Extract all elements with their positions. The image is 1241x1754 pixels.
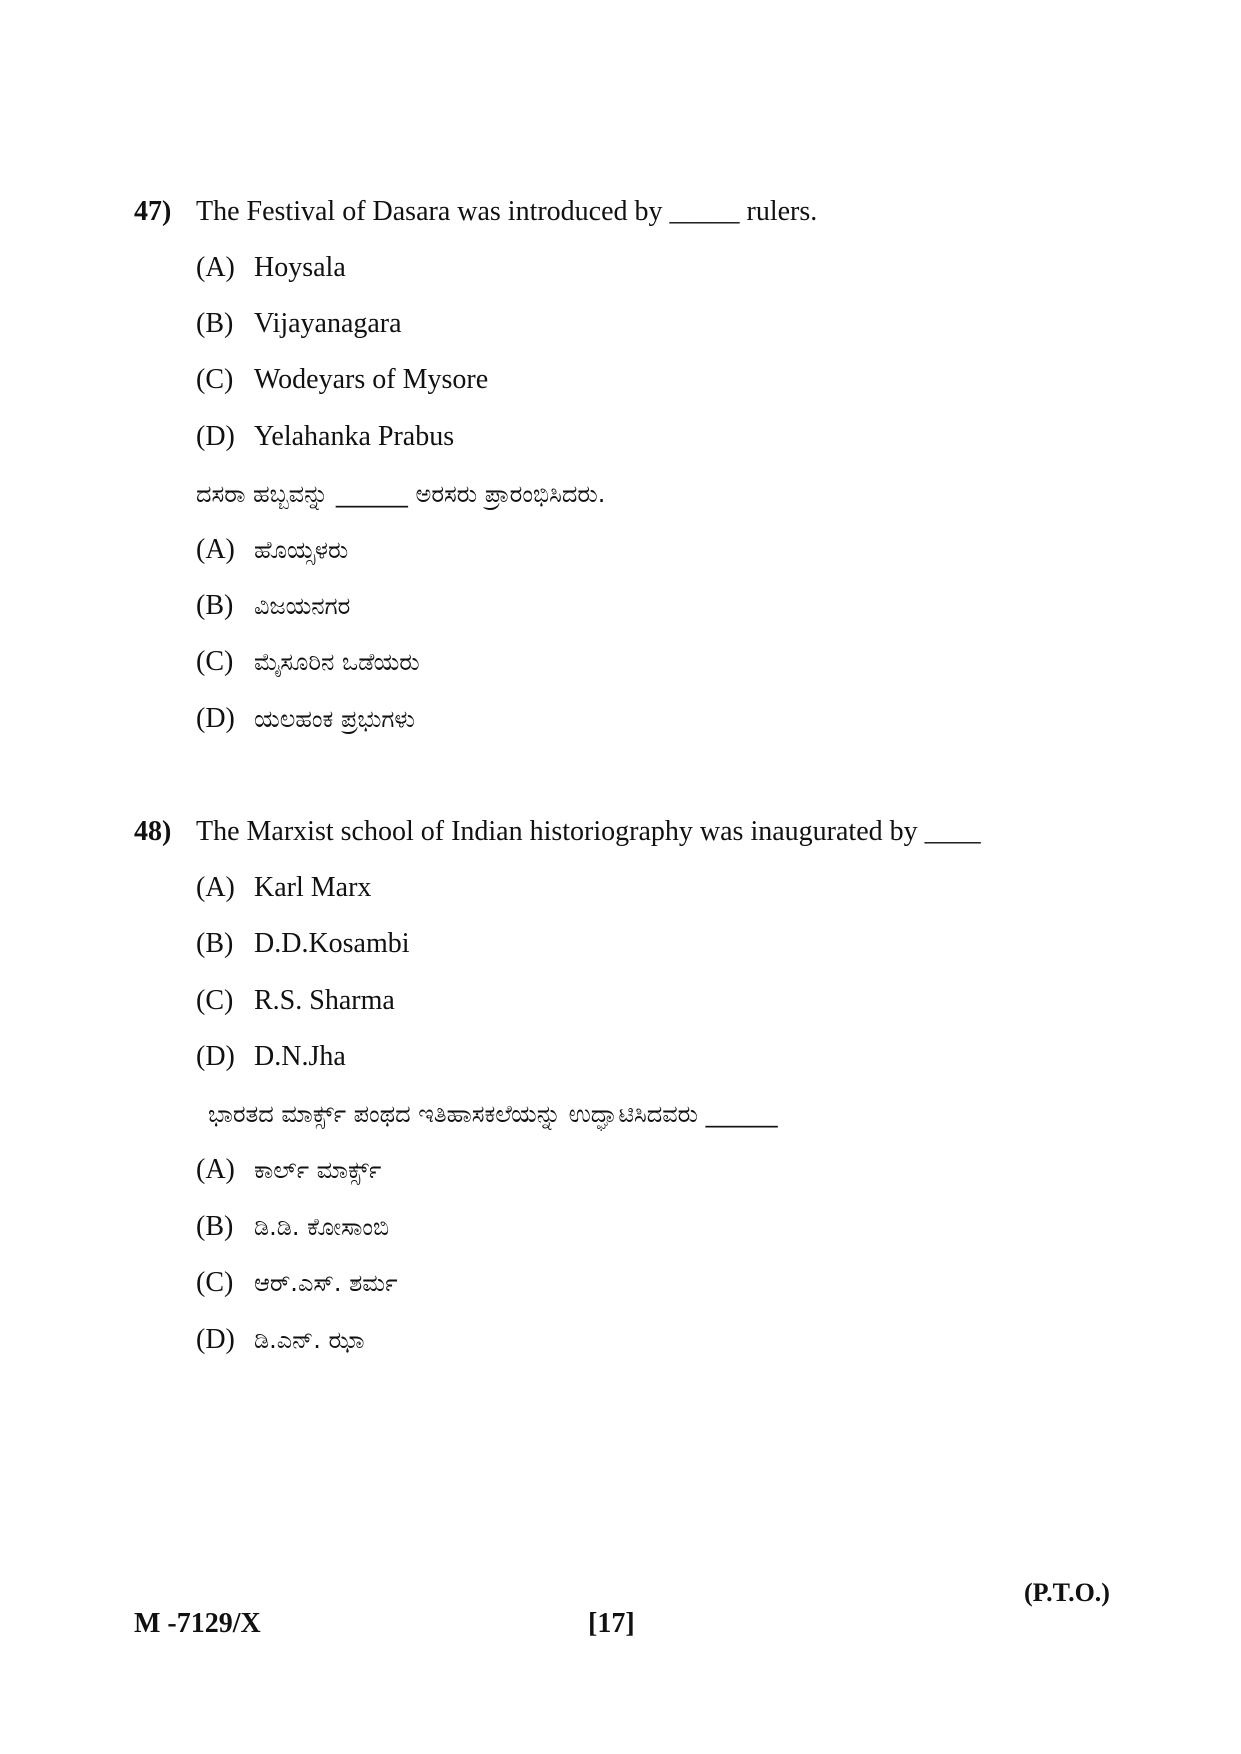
option-letter: (A) — [196, 872, 235, 903]
option-text: R.S. Sharma — [254, 985, 395, 1016]
option-letter: (C) — [196, 646, 234, 677]
option-text: ಆರ್.ಎಸ್. ಶರ್ಮ — [254, 1269, 398, 1297]
question-text-kn: ದಸರಾ ಹಬ್ಬವನ್ನು ______ ಅರಸರು ಪ್ರಾರಂಭಿಸಿದರು. — [196, 480, 606, 508]
option-letter: (C) — [196, 985, 234, 1016]
page-number: [17] — [588, 1608, 635, 1639]
option-text: ಡಿ.ಡಿ. ಕೋಸಾಂಬಿ — [254, 1213, 390, 1241]
option-text: D.N.Jha — [254, 1041, 346, 1072]
option-text: ಹೊಯ್ಸಳರು — [254, 536, 349, 564]
option-letter: (D) — [196, 703, 235, 734]
option-letter: (C) — [196, 364, 234, 395]
option-letter: (B) — [196, 1211, 234, 1242]
option-text: ಕಾರ್ಲ್ ಮಾರ್ಕ್ಸ್ — [254, 1156, 382, 1184]
option-letter: (A) — [196, 1154, 235, 1185]
option-letter: (D) — [196, 1041, 235, 1072]
option-letter: (A) — [196, 252, 235, 283]
option-text: Yelahanka Prabus — [254, 421, 455, 452]
option-text: ಮೈಸೂರಿನ ಒಡೆಯರು — [254, 648, 420, 676]
pto-label: (P.T.O.) — [1024, 1578, 1110, 1607]
option-letter: (B) — [196, 590, 234, 621]
option-text: Wodeyars of Mysore — [254, 364, 489, 395]
option-letter: (B) — [196, 928, 234, 959]
option-letter: (A) — [196, 534, 235, 565]
paper-code: M -7129/X — [134, 1608, 261, 1639]
option-letter: (C) — [196, 1267, 234, 1298]
option-text: Karl Marx — [254, 872, 372, 903]
question-text-en: The Festival of Dasara was introduced by _____ rulers. — [196, 196, 818, 227]
question-number: 47) — [134, 196, 172, 227]
option-text: Vijayanagara — [254, 308, 402, 339]
option-text: ಡಿ.ಎನ್. ಝಾ — [254, 1326, 365, 1354]
option-letter: (D) — [196, 1324, 235, 1355]
option-letter: (D) — [196, 421, 235, 452]
question-text-kn: ಭಾರತದ ಮಾರ್ಕ್ಸ್ ಪಂಥದ ಇತಿಹಾಸಕಲೆಯನ್ನು ಉದ್ಘಾಟಿಸಿದವರು ______ — [208, 1100, 778, 1128]
option-letter: (B) — [196, 308, 234, 339]
option-text: Hoysala — [254, 252, 346, 283]
option-text: ವಿಜಯನಗರ — [254, 592, 351, 620]
option-text: D.D.Kosambi — [254, 928, 410, 959]
question-text-en: The Marxist school of Indian historiography was inaugurated by ____ — [196, 816, 981, 847]
option-text: ಯಲಹಂಕ ಪ್ರಭುಗಳು — [254, 705, 416, 733]
question-number: 48) — [134, 816, 172, 847]
